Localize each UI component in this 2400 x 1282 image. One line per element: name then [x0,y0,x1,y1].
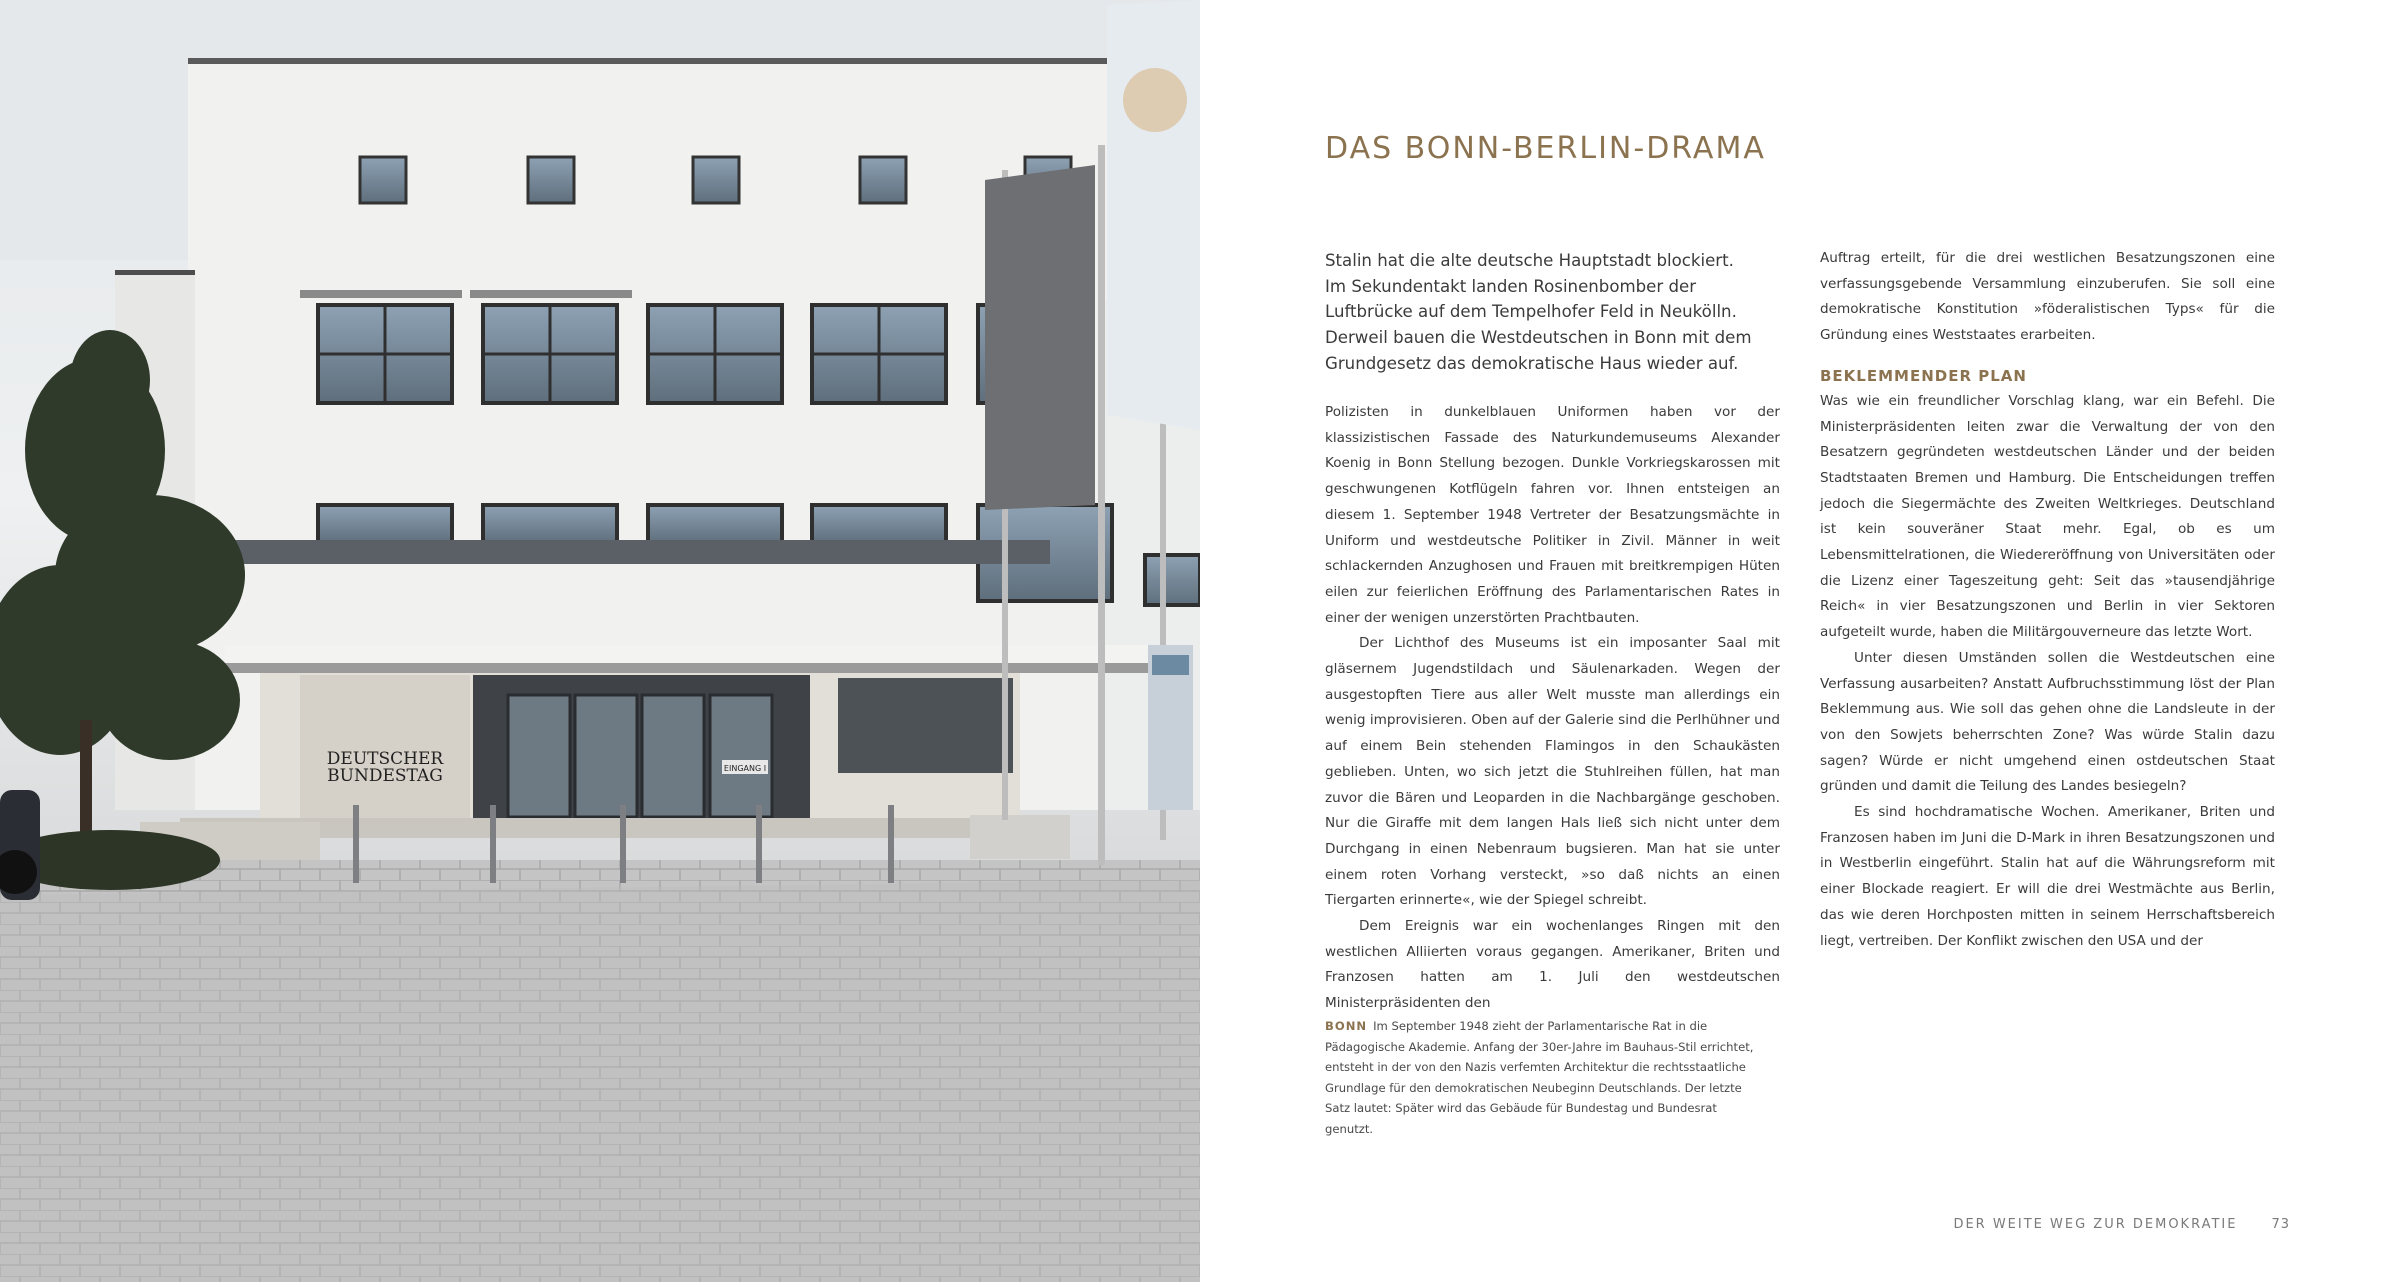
page-footer [1953,1217,2290,1232]
caption-label: BONN [1325,1019,1368,1033]
running-title: DER WEITE WEG ZUR DEMOKRATIE [1953,1217,2238,1232]
lead-line: Im Sekundentakt landen Rosinenbomber der [1325,276,1697,296]
entrance-label: EINGANG I [723,764,767,773]
sign-line-2: BUNDESTAG [327,766,443,786]
subheading: BEKLEMMENDER PLAN [1820,366,2027,385]
body-paragraph: Polizisten in dunkelblauen Uniformen haben vor der klassizistischen Fassade des Naturkundemuseums Alexander Koenig in Bonn Stellung bezogen. Dunkle Vorkriegskarossen mit geschwungenen Kotflügeln fahren vor. Ihnen entsteigen an diesem 1. September 1948 Vertreter der Besatzungsmächte in Uniform und westdeutsche Politiker in Zivil. Männer in weit schlackernden Anzughosen und Frauen mit breitkrempigen Hüten eilen zur feierlichen Eröffnung des Parlamentarischen Rates in einer der wenigen unzerstörten Prachtbauten. [1325,404,1780,626]
body-paragraph: Dem Ereignis war ein wochenlanges Ringen mit den westlichen Alliierten voraus gegangen. Amerikaner, Briten und Franzosen hatten am 1. Juli den westdeutschen Ministerpräsidenten den [1325,918,1780,1012]
body-paragraph: Der Lichthof des Museums ist ein imposanter Saal mit gläsernem Jugendstildach und Säulenarkaden. Wegen der ausgestopften Tiere aus aller Welt musste man allerdings ein wenig improvisieren. Oben auf der Galerie sind die Perlhühner und auf einem Bein stehenden Flamingos in den Schaukästen geblieben. Unten, wo sich jetzt die Stuhlreihen füllen, hat man zuvor die Bären und Leoparden in die Nachbargänge geschoben. Nur die Giraffe mit dem langen Hals ließ sich nicht unter dem Durchgang in einen Nebenraum bugsieren. Man hat sie unter einem roten Vorhang versteckt, »so daß nichts an einen Tiergarten erinnerte«, wie der Spiegel schreibt. [1325,635,1780,909]
lead-line: Stalin hat die alte deutsche Hauptstadt blockiert. [1325,251,1734,270]
photo-caption [1325,1016,1765,1140]
lead-paragraph [1325,248,1795,377]
flag-white [1107,0,1200,430]
article-title: DAS BONN-BERLIN-DRAMA [1325,131,1766,166]
body-paragraph: Auftrag erteilt, für die drei westlichen Besatzungszonen eine verfassungsgebende Versammlung einzuberufen. Sie soll eine demokratische Konstitution »föderalistischen Typs« für die Gründung eines Weststaates erarbeiten. [1820,250,2275,344]
lead-line: Derweil bauen die Westdeutschen in Bonn mit dem [1325,328,1752,348]
sign-line-1: DEUTSCHER [326,749,444,769]
caption-text: Im September 1948 zieht der Parlamentarische Rat in die Pädagogische Akademie. Anfang der 30er-Jahre im Bauhaus-Stil errichtet, entsteht in der von den Nazis verfemten Architektur die rechtsstaatliche Grundlage für den demokratischen Neubeginn Deutschlands. Der letzte Satz lautet: Später wird das Gebäude für Bundestag und Bundesrat genutzt. [1325,1019,1754,1136]
body-paragraph: Es sind hochdramatische Wochen. Amerikaner, Briten und Franzosen haben im Juni die D-Mark in ihren Besatzungszonen und in Westberlin eingeführt. Stalin hat auf die Währungsreform mit einer Blockade reagiert. Er will die drei Westmächte aus Berlin, das wie deren Horchposten mitten in seinem Herrschaftsbereich liegt, vertreiben. Der Konflikt zwischen den USA und der [1820,804,2275,949]
page-number: 73 [2271,1217,2290,1232]
body-paragraph: Unter diesen Umständen sollen die Westdeutschen eine Verfassung ausarbeiten? Anstatt Aufbruchsstimmung löst der Plan Beklemmung aus. Wie soll das gehen ohne die Landsleute in der von den Sowjets beherrschten Zone? Was würde Stalin dazu sagen? Würde er nicht umgehend einen ostdeutschen Staat gründen und damit die Teilung des Landes besiegeln? [1820,649,2275,795]
flag-grey [985,165,1095,510]
body-column-right [1820,246,2275,954]
lead-line: Luftbrücke auf dem Tempelhofer Feld in Neukölln. [1325,302,1737,322]
lead-line: Grundgesetz das demokratische Haus wieder auf. [1325,353,1739,373]
body-paragraph: Was wie ein freundlicher Vorschlag klang, war ein Befehl. Die Ministerpräsidenten leiten zwar die Verwaltung der von den Besatzern gegründeten westdeutschen Länder und der beiden Stadtstaaten Bremen und Hamburg. Die Entscheidungen treffen jedoch die Siegermächte des Zweiten Weltkrieges. Deutschland ist kein souveräner Staat mehr. Egal, ob es um Lebensmittelrationen, die Wiedereröffnung von Universitäten oder die Lizenz einer Tageszeitung geht: Seit das »tausendjährige Reich« in vier Besatzungszonen und Berlin in vier Sektoren aufgeteilt wurde, haben die Militärgouverneure das letzte Wort. [1820,392,2275,641]
body-column-left [1325,400,1780,1017]
text-page [1200,0,2400,1282]
